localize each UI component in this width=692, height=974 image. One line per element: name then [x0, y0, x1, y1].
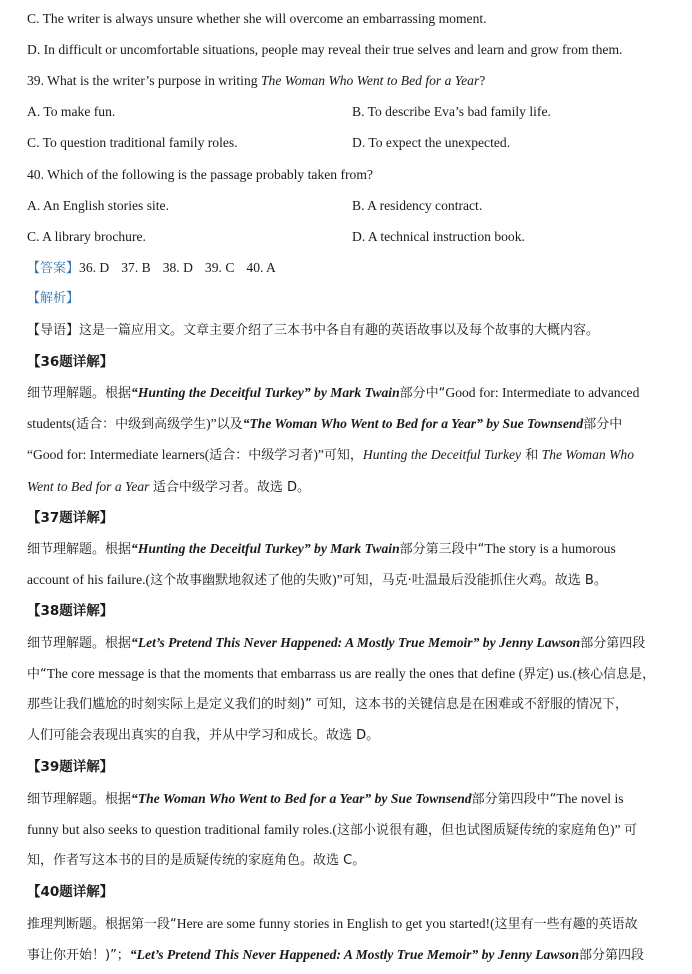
q40-option-c: C. A library brochure.	[27, 229, 146, 244]
guide-text: 【导语】这是一篇应用文。文章主要介绍了三本书中各自有趣的英语故事以及每个故事的大概内容。	[27, 323, 600, 338]
q39-stem	[27, 71, 485, 91]
answer-item: 38. D	[162, 260, 193, 275]
q40-explanation-line: 事让你开始！)”；“Let’s Pretend This Never Happened: A Mostly True Memoir” by Jenny Lawson部分第四段	[27, 947, 645, 963]
q37-explanation-line: 细节理解题。根据“Hunting the Deceitful Turkey” by Mark Twain部分第三段中“The story is a humorous	[27, 541, 616, 557]
q37-heading: 【37题详解】	[27, 510, 114, 526]
answer-item: 40. A	[246, 260, 276, 275]
q39-stem-prefix: 39. What is the writer’s purpose in writing	[27, 73, 261, 88]
analysis-label: 【解析】	[27, 291, 80, 306]
q37-explanation-line: account of his failure.(这个故事幽默地叙述了他的失败)”可知，马克·吐温最后没能抓住火鸡。故选 B。	[27, 572, 607, 588]
q40-stem: 40. Which of the following is the passage probably taken from?	[27, 167, 373, 182]
q39-heading: 【39题详解】	[27, 759, 114, 775]
answer-item: 37. B	[121, 260, 151, 275]
q39-option-b: B. To describe Eva’s bad family life.	[352, 104, 551, 119]
q40-option-b: B. A residency contract.	[352, 198, 483, 213]
q40-explanation-line: 推理判断题。根据第一段“Here are some funny stories in English to get you started!(这里有一些有趣的英语故	[27, 916, 638, 932]
q38-heading: 【38题详解】	[27, 603, 114, 619]
q38-explanation-line: 中“The core message is that the moments that embarrass us are really the ones that define (界定) us.(核心信息是，	[27, 666, 656, 682]
q38-option-c: C. The writer is always unsure whether she will overcome an embarrassing moment.	[27, 11, 487, 26]
q36-heading: 【36题详解】	[27, 354, 114, 370]
q39-explanation-line: 知，作者写这本书的目的是质疑传统的家庭角色。故选 C。	[27, 853, 366, 868]
q39-option-a: A. To make fun.	[27, 104, 116, 119]
answer-item: 36. D	[79, 260, 110, 275]
q38-explanation-line: 那些让我们尴尬的时刻实际上是定义我们的时刻)” 可知，这本书的关键信息是在困难或不舒服的情况下，	[27, 697, 628, 712]
q40-heading: 【40题详解】	[27, 884, 114, 900]
q39-explanation-line: funny but also seeks to question traditional family roles.(这部小说很有趣，但也试图质疑传统的家庭角色)” 可	[27, 822, 637, 838]
q39-stem-suffix: ?	[479, 73, 486, 88]
q40-option-d: D. A technical instruction book.	[352, 229, 525, 244]
q39-option-c: C. To question traditional family roles.	[27, 135, 238, 150]
q39-option-d: D. To expect the unexpected.	[352, 135, 511, 150]
answer-line	[27, 258, 288, 279]
q38-explanation-line: 人们可能会表现出真实的自我，并从中学习和成长。故选 D。	[27, 728, 380, 743]
q39-explanation-line: 细节理解题。根据“The Woman Who Went to Bed for a Year” by Sue Townsend部分第四段中“The novel is	[27, 791, 624, 807]
answer-item: 39. C	[204, 260, 235, 275]
answer-label: 【答案】	[27, 261, 80, 276]
q38-option-d: D. In difficult or uncomfortable situations, people may reveal their true selves and learn and grow from them.	[27, 42, 623, 57]
q40-option-a: A. An English stories site.	[27, 198, 169, 213]
q36-explanation-line: students(适合：中级到高级学生)”以及“The Woman Who Went to Bed for a Year” by Sue Townsend部分中	[27, 416, 623, 432]
q36-explanation-line: “Good for: Intermediate learners(适合：中级学习者)”可知，Hunting the Deceitful Turkey 和 The Woman Who	[27, 447, 635, 463]
q36-explanation-line: Went to Bed for a Year 适合中级学习者。故选 D。	[27, 479, 311, 495]
q36-explanation-line: 细节理解题。根据“Hunting the Deceitful Turkey” by Mark Twain部分中“Good for: Intermediate to advanced	[27, 385, 640, 401]
q39-stem-title: The Woman Who Went to Bed for a Year	[260, 73, 480, 88]
q38-explanation-line: 细节理解题。根据“Let’s Pretend This Never Happened: A Mostly True Memoir” by Jenny Lawson部分第四段	[27, 635, 646, 651]
